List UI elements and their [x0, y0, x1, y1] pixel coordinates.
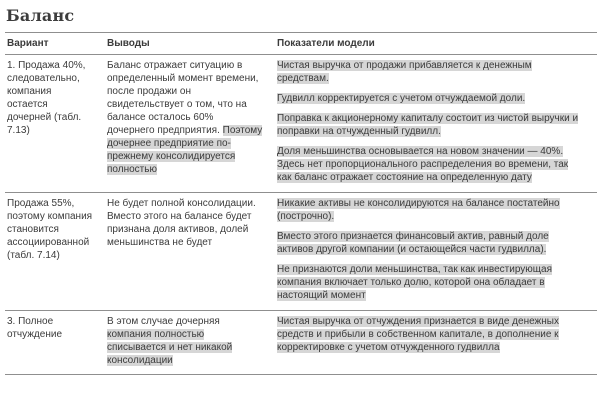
- highlighted-text: Вместо этого признается финансовый актив, равный доле активов другой компании (и остающейся части гудвилла).: [277, 231, 549, 255]
- indicators-cell: [275, 55, 597, 192]
- header-cell-indicators: Показатели модели: [277, 38, 375, 49]
- indicator-item: [277, 92, 585, 105]
- indicator-item: [277, 230, 585, 256]
- indicator-item: [277, 197, 585, 223]
- indicator-item: [277, 59, 585, 85]
- highlighted-text: компания полностью списывается и нет никакой консолидации: [107, 329, 233, 366]
- variant-text: 1. Продажа 40%, следовательно, компания остается дочерней (табл. 7.13): [7, 60, 86, 136]
- highlighted-text: Поэтому дочернее предприятие по-прежнему консолидируется полностью: [107, 125, 263, 175]
- plain-text: Не будет полной консолидации. Вместо этого на балансе будет признана доля активов, долей меньшинства не будет: [107, 198, 256, 248]
- conclusions-text: [107, 197, 263, 249]
- indicator-item: [277, 315, 585, 354]
- conclusions-cell: [105, 311, 275, 374]
- indicator-item: [277, 112, 585, 138]
- conclusions-cell: [105, 55, 275, 192]
- highlighted-text: Не признаются доли меньшинства, так как инвестирующая компания включает только долю, которой она обладает в настоящий момент: [277, 264, 552, 301]
- table-row: [5, 311, 597, 375]
- variant-cell: [5, 311, 105, 374]
- variant-text: 3. Полное отчуждение: [7, 316, 62, 340]
- variant-cell: [5, 193, 105, 310]
- highlighted-text: Гудвилл корректируется с учетом отчуждаемой доли.: [277, 93, 526, 104]
- variant-cell: [5, 55, 105, 192]
- indicators-cell: [275, 193, 597, 310]
- table-header-row: [5, 33, 597, 55]
- page-title: Баланс: [6, 6, 75, 25]
- highlighted-text: Чистая выручка от продажи прибавляется к денежным средствам.: [277, 60, 532, 84]
- table-row: [5, 55, 597, 193]
- highlighted-text: Никакие активы не консолидируются на балансе постатейно (построчно).: [277, 198, 560, 222]
- highlighted-text: Чистая выручка от отчуждения признается в виде денежных средств и прибыли в собственном капитале, в дополнение к корректировке с учетом отчужденного гудвилла: [277, 316, 559, 353]
- plain-text: Баланс отражает ситуацию в определенный момент времени, после продажи он свидетельствует о том, что на балансе осталось 60% дочернего предприятия.: [107, 60, 259, 136]
- conclusions-text: [107, 59, 263, 176]
- indicators-cell: [275, 311, 597, 374]
- indicator-item: [277, 145, 585, 184]
- balance-table: [5, 32, 597, 375]
- header-cell-conclusions: Выводы: [107, 38, 150, 49]
- table-row: [5, 193, 597, 311]
- conclusions-text: [107, 315, 263, 367]
- highlighted-text: Доля меньшинства основывается на новом значении — 40%. Здесь нет пропорционального распределения во времени, так как баланс отражает состояние на определенную дату: [277, 146, 569, 183]
- variant-text: Продажа 55%, поэтому компания становится ассоциированной (табл. 7.14): [7, 198, 93, 261]
- header-cell-variant: Вариант: [7, 38, 49, 49]
- highlighted-text: Поправка к акционерному капиталу состоит из чистой выручки и поправки на отчужденный гудвилл.: [277, 113, 579, 137]
- conclusions-cell: [105, 193, 275, 310]
- plain-text: В этом случае дочерняя: [107, 316, 220, 327]
- indicator-item: [277, 263, 585, 302]
